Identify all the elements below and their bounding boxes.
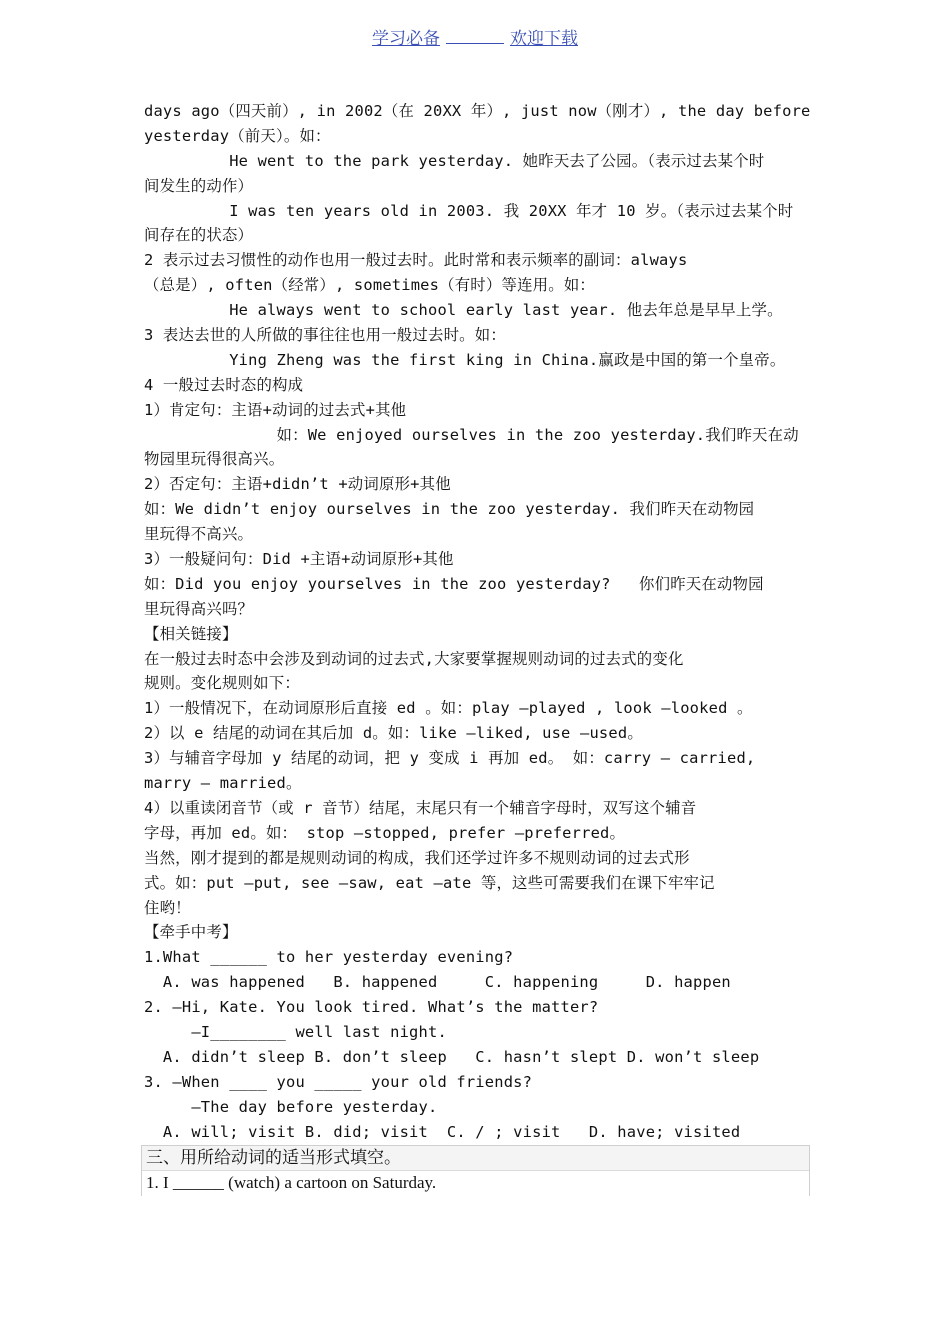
text-line: days ago（四天前）, in 2002（在 20XX 年）, just now（刚才）, the day before — [144, 102, 811, 120]
text-line: He went to the park yesterday. 她昨天去了公园。（表示过去某个时 — [144, 151, 765, 170]
text-line: 式。如：put –put, see –saw, eat –ate 等，这些可需要我们在课下牢牢记 — [144, 873, 715, 892]
text-line: —The day before yesterday. — [144, 1097, 438, 1116]
text-line: 3 表达去世的人所做的事往往也用一般过去时。如： — [144, 326, 506, 345]
text-line: 4）以重读闭音节（或 r 音节）结尾，末尾只有一个辅音字母时，双写这个辅音 — [144, 798, 697, 817]
text-line: yesterday（前天）。如： — [144, 126, 331, 145]
text-line: 字母，再加 ed。如： stop –stopped, prefer –preferred。 — [144, 823, 626, 842]
text-line: 2）以 e 结尾的动词在其后加 d。如：like –liked, use –used。 — [144, 724, 643, 743]
text-line: 1.What ______ to her yesterday evening? — [144, 948, 514, 967]
text-line: 【牵手中考】 — [144, 923, 238, 942]
text-line: Ying Zheng was the first king in China.赢政是中国的第一个皇帝。 — [144, 350, 786, 369]
text-line: 在一般过去时态中会涉及到动词的过去式,大家要掌握规则动词的过去式的变化 — [144, 649, 684, 668]
text-line: 3. —When ____ you _____ your old friends? — [144, 1072, 533, 1091]
text-line: 当然，刚才提到的都是规则动词的构成，我们还学过许多不规则动词的过去式形 — [144, 848, 690, 867]
text-line: 1）一般情况下，在动词原形后直接 ed 。如：play –played , look –looked 。 — [144, 699, 753, 718]
text-line: 里玩得不高兴。 — [144, 525, 254, 544]
text-line: —I________ well last night. — [144, 1022, 447, 1041]
text-line: 【相关链接】 — [144, 624, 238, 643]
exercise-item: 1. I ______ (watch) a cartoon on Saturday. — [146, 1173, 437, 1192]
text-line: marry – married。 — [144, 774, 302, 793]
text-line: 物园里玩得很高兴。 — [144, 450, 285, 469]
text-line: 2）否定句：主语+didn’t +动词原形+其他 — [144, 475, 451, 494]
text-line: He always went to school early last year. 他去年总是早早上学。 — [144, 301, 783, 320]
text-line: 住哟！ — [144, 898, 191, 917]
text-line: 4 一般过去时态的构成 — [144, 375, 304, 394]
text-line: 如：We didn’t enjoy ourselves in the zoo yesterday. 我们昨天在动物园 — [144, 500, 755, 519]
exercise-table — [141, 1145, 810, 1196]
page-header — [0, 24, 950, 49]
text-line: 3）一般疑问句：Did +主语+动词原形+其他 — [144, 550, 454, 569]
text-line: 间存在的状态） — [144, 226, 254, 245]
text-line: 间发生的动作） — [144, 176, 254, 195]
text-line: 1）肯定句：主语+动词的过去式+其他 — [144, 400, 407, 419]
text-line: A. was happened B. happened C. happening D. happen — [144, 973, 731, 992]
text-line: 3）与辅音字母加 y 结尾的动词，把 y 变成 i 再加 ed。 如：carry – carried, — [144, 749, 756, 768]
exercise-heading: 三、用所给动词的适当形式填空。 — [142, 1146, 809, 1171]
header-gap — [446, 29, 504, 44]
document-body — [144, 99, 811, 1144]
text-line: A. will; visit B. did; visit C. / ; visit D. have; visited — [144, 1122, 741, 1141]
text-line: 如：We enjoyed ourselves in the zoo yesterday.我们昨天在动 — [144, 425, 799, 444]
text-line: A. didn’t sleep B. don’t sleep C. hasn’t slept D. won’t sleep — [144, 1047, 760, 1066]
text-line: 2 表示过去习惯性的动作也用一般过去时。此时常和表示频率的副词：always — [144, 251, 688, 270]
header-right-text: 欢迎下载 — [510, 29, 578, 49]
text-line: （总是）, often（经常）, sometimes（有时）等连用。如： — [144, 276, 596, 295]
text-line: 里玩得高兴吗？ — [144, 599, 254, 618]
text-line: I was ten years old in 2003. 我 20XX 年才 10 岁。（表示过去某个时 — [144, 201, 794, 220]
text-line: 规则。变化规则如下： — [144, 674, 300, 693]
text-line: 如：Did you enjoy yourselves in the zoo yesterday? 你们昨天在动物园 — [144, 574, 764, 593]
text-line: 2. —Hi, Kate. You look tired. What’s the matter? — [144, 998, 599, 1017]
header-left-text: 学习必备 — [372, 29, 440, 49]
